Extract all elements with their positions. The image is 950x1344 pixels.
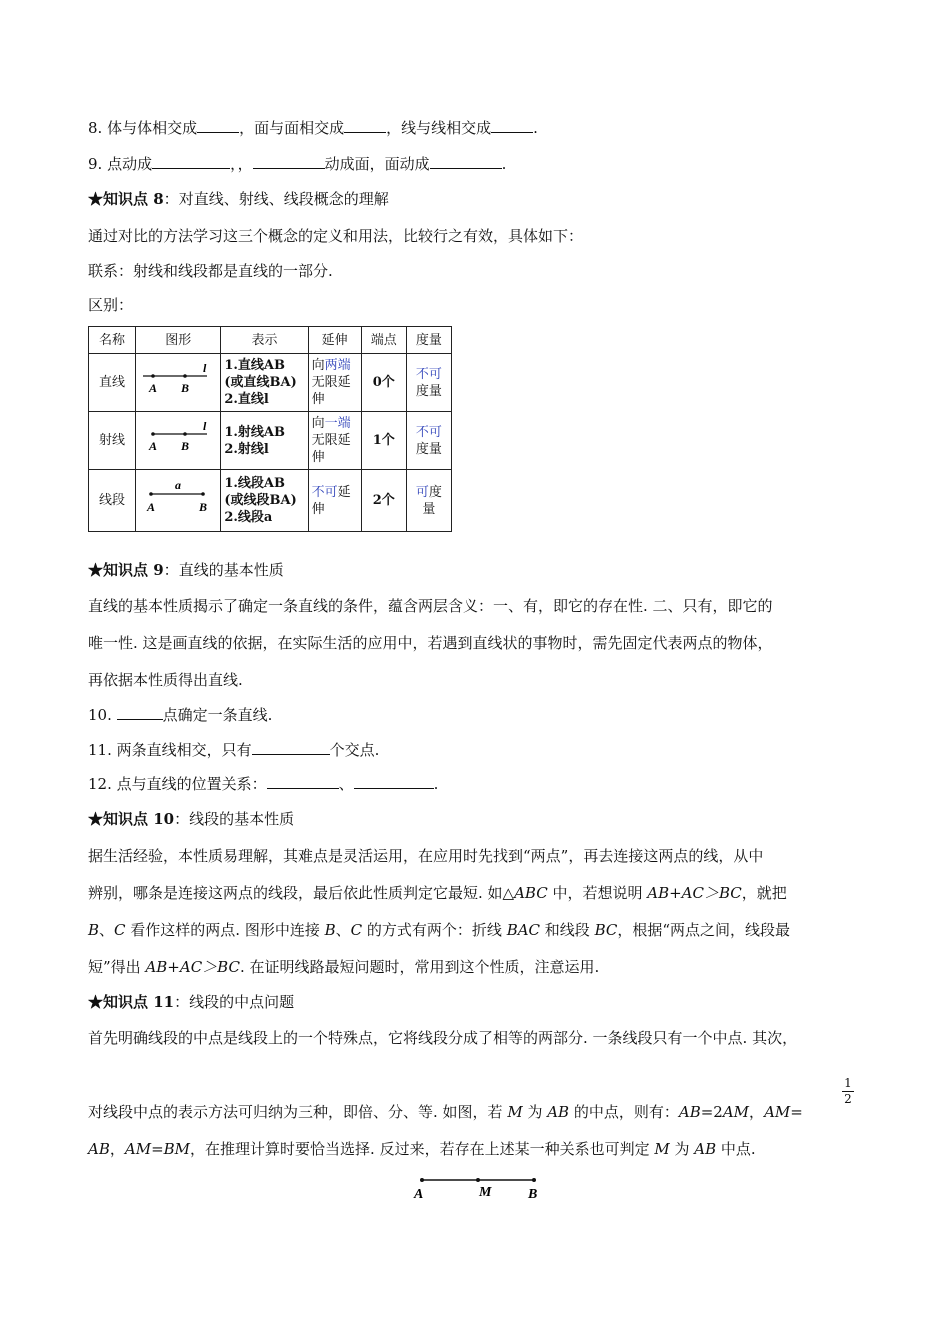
kp10-heading: ★知识点 10：线段的基本性质 (88, 810, 295, 828)
kp8-paragraph-3: 区别： (88, 296, 134, 314)
kp10-line-2: 辨别，哪条是连接这两点的线段，最后依此性质判定它最短. 如△ABC 中，若想说明 AB+AC＞BC，就把 (88, 884, 787, 902)
header-cell: 端点 (361, 327, 406, 354)
kp10-line-1: 据生活经验，本性质易理解，其难点是灵活运用，在应用时先找到“两点”，再去连接这两点的线，从中 (88, 847, 764, 865)
blank[interactable] (430, 154, 502, 169)
table-header-row (89, 327, 452, 354)
question-8: 8. 体与体相交成 ，面与面相交成 ，线与线相交成 . (88, 119, 538, 137)
point-m-label: M (479, 1185, 492, 1200)
kp11-heading: ★知识点 11：线段的中点问题 (88, 993, 295, 1011)
kp11-line-3: AB，AM=BM，在推理计算时要恰当选择. 反过来，若存在上述某一种关系也可判定 M 为 AB 中点. (88, 1140, 756, 1158)
endpoints-cell: 2个 (361, 470, 406, 532)
header-cell: 图形 (136, 327, 221, 354)
blank[interactable] (344, 118, 386, 133)
figure-cell (136, 470, 221, 532)
fraction-one-half: 1 2 (842, 1077, 854, 1106)
blank[interactable] (152, 154, 230, 169)
label-a: A (149, 381, 158, 395)
blank[interactable] (267, 774, 339, 789)
name-cell: 直线 (89, 354, 136, 412)
header-cell: 度量 (406, 327, 451, 354)
point-a-label: A (414, 1187, 424, 1202)
kp8-heading: ★知识点 8：对直线、射线、线段概念的理解 (88, 190, 389, 208)
blank[interactable] (252, 740, 330, 755)
endpoints-cell: 0个 (361, 354, 406, 412)
blank[interactable] (491, 118, 533, 133)
table-row (89, 412, 452, 470)
header-cell: 名称 (89, 327, 136, 354)
question-10: 10. 点确定一条直线. (88, 706, 273, 724)
kp9-line-3: 再依据本性质得出直线. (88, 671, 243, 689)
kp9-heading: ★知识点 9：直线的基本性质 (88, 561, 284, 579)
label-b: B (181, 439, 190, 453)
header-cell: 表示 (221, 327, 308, 354)
label-b: B (181, 381, 190, 395)
figure-cell (136, 412, 221, 470)
representation-cell: 1.线段AB (或线段BA) 2.线段a (221, 470, 308, 532)
kp10-line-3: B、C 看作这样的两点. 图形中连接 B、C 的方式有两个：折线 BAC 和线段 BC，根据“两点之间，线段最 (88, 921, 791, 939)
header-cell: 延伸 (308, 327, 361, 354)
table-row (89, 354, 452, 412)
segment-figure (139, 478, 213, 518)
comparison-table (88, 326, 452, 532)
midpoint-figure (408, 1172, 548, 1208)
extension-cell: 不可延伸 (308, 470, 361, 532)
label-a: A (149, 439, 158, 453)
blank[interactable] (253, 154, 325, 169)
representation-cell: 1.射线AB 2.射线l (221, 412, 308, 470)
question-9: 9. 点动成 ，， 动成面，面动成 . (88, 155, 507, 173)
straight-line-figure (139, 360, 213, 400)
label-l: l (203, 361, 207, 375)
blank[interactable] (197, 118, 239, 133)
extension-cell: 向两端无限延伸 (308, 354, 361, 412)
blank[interactable] (354, 774, 434, 789)
label-l: l (203, 419, 207, 433)
kp10-line-4: 短”得出 AB+AC＞BC. 在证明线路最短问题时，常用到这个性质，注意运用. (88, 958, 600, 976)
kp9-line-2: 唯一性. 这是画直线的依据，在实际生活的应用中，若遇到直线状的事物时，需先固定代表两点的物体， (88, 634, 773, 652)
kp11-line-2: 对线段中点的表示方法可归纳为三种，即倍、分、等. 如图，若 M 为 AB 的中点，则有：AB=2AM，AM= (88, 1103, 803, 1121)
endpoints-cell: 1个 (361, 412, 406, 470)
measure-cell: 可度量 (406, 470, 451, 532)
question-12: 12. 点与直线的位置关系： 、 . (88, 775, 439, 793)
label-a: A (147, 500, 156, 514)
kp8-paragraph-1: 通过对比的方法学习这三个概念的定义和用法，比较行之有效，具体如下： (88, 227, 584, 245)
name-cell: 线段 (89, 470, 136, 532)
representation-cell: 1.直线AB (或直线BA) 2.直线l (221, 354, 308, 412)
table-row (89, 470, 452, 532)
point-b-label: B (528, 1187, 538, 1202)
ray-figure (139, 418, 213, 458)
question-11: 11. 两条直线相交，只有 个交点. (88, 741, 380, 759)
label-a-lower: a (175, 478, 182, 492)
measure-cell: 不可 度量 (406, 354, 451, 412)
kp8-paragraph-2: 联系：射线和线段都是直线的一部分. (88, 262, 333, 280)
extension-cell: 向一端无限延伸 (308, 412, 361, 470)
measure-cell: 不可 度量 (406, 412, 451, 470)
kp11-line-1: 首先明确线段的中点是线段上的一个特殊点，它将线段分成了相等的两部分. 一条线段只有一个中点. 其次， (88, 1029, 798, 1047)
name-cell: 射线 (89, 412, 136, 470)
figure-cell (136, 354, 221, 412)
blank[interactable] (117, 705, 163, 720)
kp9-line-1: 直线的基本性质揭示了确定一条直线的条件，蕴含两层含义：一、有，即它的存在性. 二、只有，即它的 (88, 597, 773, 615)
label-b: B (199, 500, 208, 514)
